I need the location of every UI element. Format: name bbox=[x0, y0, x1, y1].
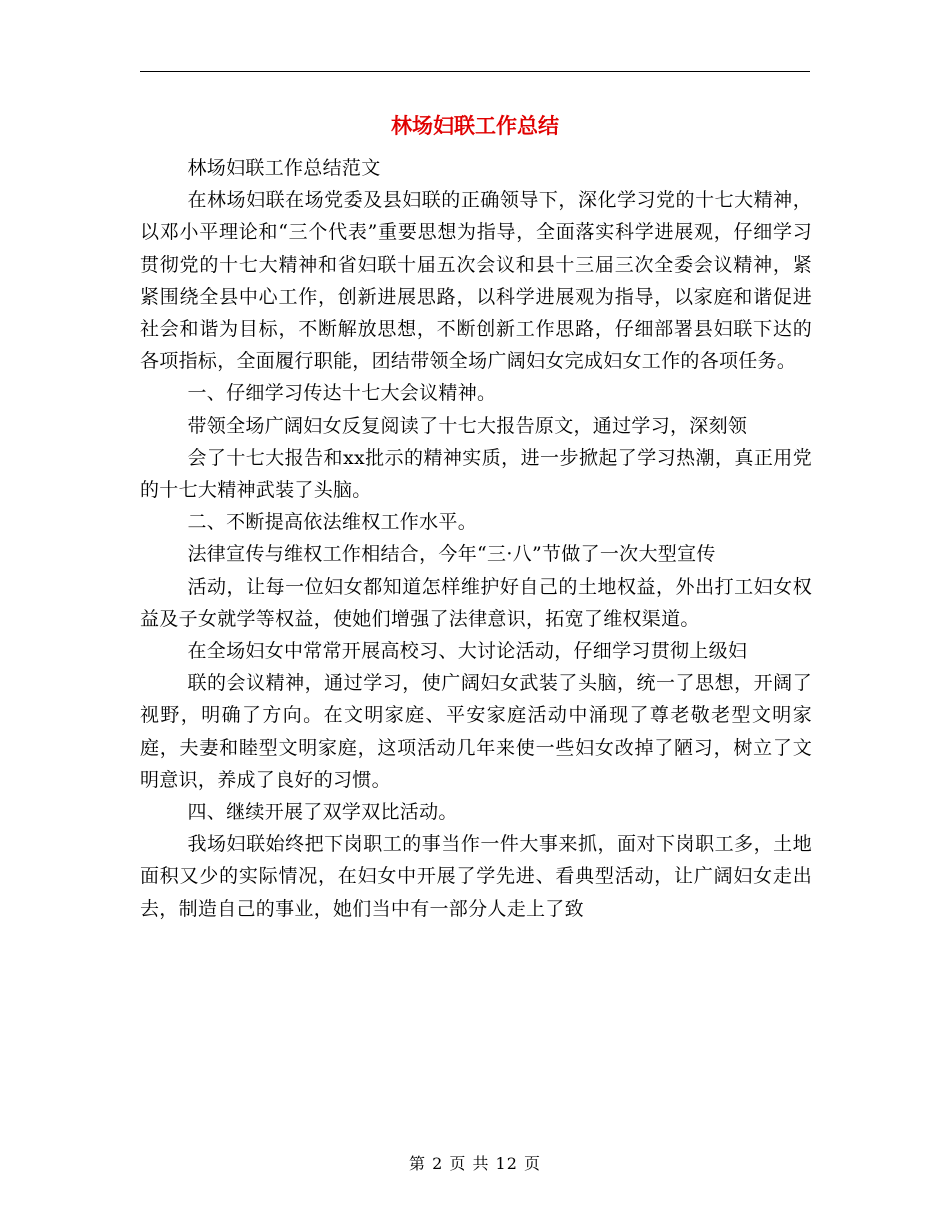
page-number: 第 2 页 共 12 页 bbox=[409, 1154, 541, 1173]
header-rule bbox=[140, 71, 810, 72]
section-heading: 四、继续开展了双学双比活动。 bbox=[187, 801, 458, 824]
section-heading: 一、仔细学习传达十七大会议精神。 bbox=[187, 382, 497, 405]
paragraph: 林场妇联工作总结范文 bbox=[187, 157, 381, 179]
paragraph: 在林场妇联在场党委及县妇联的正确领导下，深化学习党的十七大精神，以邓小平理论和“三个代表”重要思想为指导，全面落实科学进展观，仔细学习贯彻党的十七大精神和省妇联十届五次会议和县十三届三次全委会议精神，紧紧围绕全县中心工作，创新进展思路，以科学进展观为指导，以家庭和谐促进社会和谐为目标，不断解放思想，不断创新工作思路，仔细部署县妇联下达的各项指标，全面履行职能，团结带领全场广阔妇女完成妇女工作的各项任务。 bbox=[140, 189, 812, 373]
paragraph: 会了十七大报告和xx批示的精神实质，进一步掀起了学习热潮，真正用党的十七大精神武装了头脑。 bbox=[140, 446, 812, 502]
paragraph: 在全场妇女中常常开展高校习、大讨论活动，仔细学习贯彻上级妇 bbox=[187, 640, 748, 663]
paragraph: 我场妇联始终把下岗职工的事当作一件大事来抓，面对下岗职工多，土地面积又少的实际情况，在妇女中开展了学先进、看典型活动，让广阔妇女走出去，制造自己的事业，她们当中有一部分人走上了致 bbox=[140, 833, 812, 920]
paragraph: 法律宣传与维权工作相结合，今年“三·八”节做了一次大型宣传 bbox=[187, 543, 716, 566]
document-body bbox=[140, 152, 812, 925]
paragraph: 带领全场广阔妇女反复阅读了十七大报告原文，通过学习，深刻领 bbox=[187, 414, 748, 437]
document-title: 林场妇联工作总结 bbox=[391, 113, 559, 138]
paragraph: 联的会议精神，通过学习，使广阔妇女武装了头脑，统一了思想，开阔了视野，明确了方向。在文明家庭、平安家庭活动中涌现了尊老敬老型文明家庭，夫妻和睦型文明家庭，这项活动几年来使一些妇女改掉了陋习，树立了文明意识，养成了良好的习惯。 bbox=[140, 672, 812, 791]
section-heading: 二、不断提高依法维权工作水平。 bbox=[187, 511, 478, 534]
paragraph: 活动，让每一位妇女都知道怎样维护好自己的土地权益，外出打工妇女权益及子女就学等权益，使她们增强了法律意识，拓宽了维权渠道。 bbox=[140, 575, 812, 630]
